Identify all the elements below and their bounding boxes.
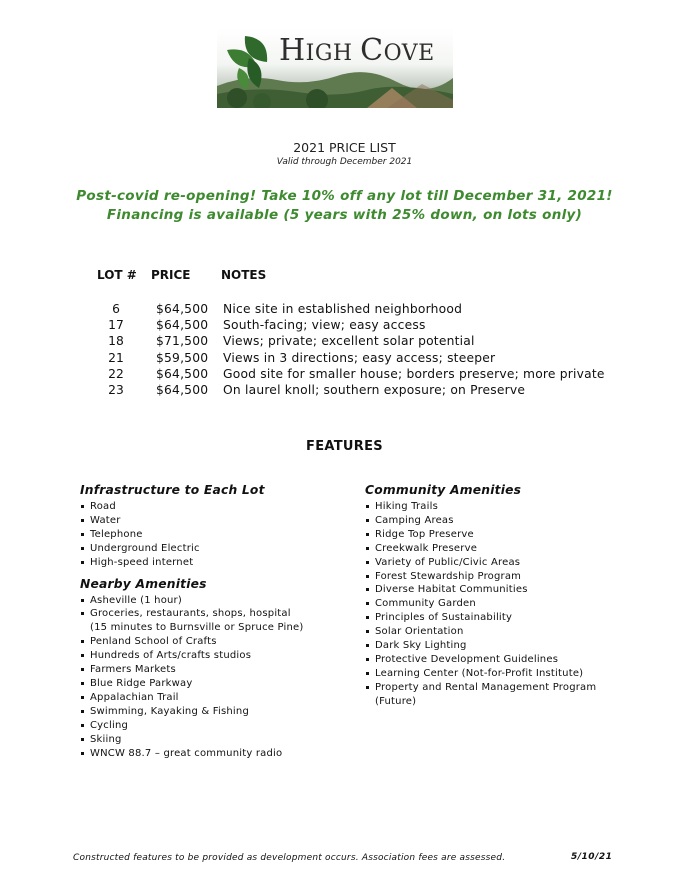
community-amenities-heading: Community Amenities [365,483,522,497]
features-left-column [80,483,350,760]
lot-notes: Views in 3 directions; easy access; steeper [223,350,496,365]
table-row [0,302,689,318]
features-heading: FEATURES [306,439,383,454]
logo-wordmark: HIGH COVE [279,33,435,68]
table-row [0,367,689,383]
lot-price: $71,500 [156,334,209,349]
list-item: Hiking Trails [365,500,625,514]
list-item: High-speed internet [80,556,350,570]
lot-number: 18 [108,334,124,349]
price-table-body [0,302,689,399]
list-item: Farmers Markets [80,663,350,677]
list-item: Hundreds of Arts/crafts studios [80,649,350,663]
promo-line-2: Financing is available (5 years with 25% down, on lots only) [106,207,583,223]
lot-notes: Good site for smaller house; borders preserve; more private [223,366,605,381]
lot-number: 21 [108,350,124,365]
lot-notes: Nice site in established neighborhood [223,302,463,316]
lot-notes: Views; private; excellent solar potential [223,334,475,349]
lot-number: 22 [108,366,124,381]
lot-price: $64,500 [156,302,209,316]
lot-price: $64,500 [156,318,209,333]
lot-number: 17 [108,318,124,333]
list-item: Appalachian Trail [80,691,350,705]
page-subtitle: Valid through December 2021 [276,157,413,167]
list-item: WNCW 88.7 – great community radio [80,747,350,761]
list-item: Creekwalk Preserve [365,542,625,556]
list-item: Forest Stewardship Program [365,570,625,584]
list-item: Diverse Habitat Communities [365,583,625,597]
column-header-price: PRICE [151,268,191,282]
lot-notes: On laurel knoll; southern exposure; on Preserve [223,382,526,397]
nearby-amenities-list [80,594,350,761]
list-item: Asheville (1 hour) [80,594,350,608]
list-item: Penland School of Crafts [80,635,350,649]
list-item: Dark Sky Lighting [365,639,625,653]
list-item: Road [80,500,350,514]
lot-price: $64,500 [156,382,209,397]
table-row [0,383,689,399]
lot-price: $59,500 [156,350,209,365]
list-item: Telephone [80,528,350,542]
lot-number: 23 [108,382,124,397]
table-row [0,318,689,334]
list-item: Blue Ridge Parkway [80,677,350,691]
list-item: Learning Center (Not-for-Profit Institute) [365,667,625,681]
community-amenities-list [365,500,625,709]
list-item: Principles of Sustainability [365,611,625,625]
list-item: Skiing [80,733,350,747]
list-item: Protective Development Guidelines [365,653,625,667]
footer-date: 5/10/21 [571,852,613,862]
lot-number: 6 [112,302,120,316]
list-item: Swimming, Kayaking & Fishing [80,705,350,719]
list-item: Underground Electric [80,542,350,556]
column-header-lot: LOT # [97,268,137,282]
lot-notes: South-facing; view; easy access [223,318,426,333]
table-row [0,334,689,350]
list-item: Groceries, restaurants, shops, hospital (15 minutes to Burnsville or Spruce Pine) [80,607,350,635]
list-item: Community Garden [365,597,625,611]
list-item: Solar Orientation [365,625,625,639]
list-item: Property and Rental Management Program (Future) [365,681,625,709]
list-item: Cycling [80,719,350,733]
column-header-notes: NOTES [221,268,267,282]
nearby-amenities-heading: Nearby Amenities [80,576,207,591]
footer-note: Constructed features to be provided as development occurs. Association fees are assessed. [73,853,506,863]
high-cove-logo [217,28,453,108]
features-right-column [365,483,625,709]
list-item: Ridge Top Preserve [365,528,625,542]
list-item: Camping Areas [365,514,625,528]
lot-price: $64,500 [156,366,209,381]
promo-line-1: Post-covid re-opening! Take 10% off any lot till December 31, 2021! [76,188,613,204]
infrastructure-heading: Infrastructure to Each Lot [80,483,265,497]
list-item: Variety of Public/Civic Areas [365,556,625,570]
page-title: 2021 PRICE LIST [293,140,396,155]
infrastructure-list [80,500,350,570]
list-item: Water [80,514,350,528]
table-row [0,351,689,367]
